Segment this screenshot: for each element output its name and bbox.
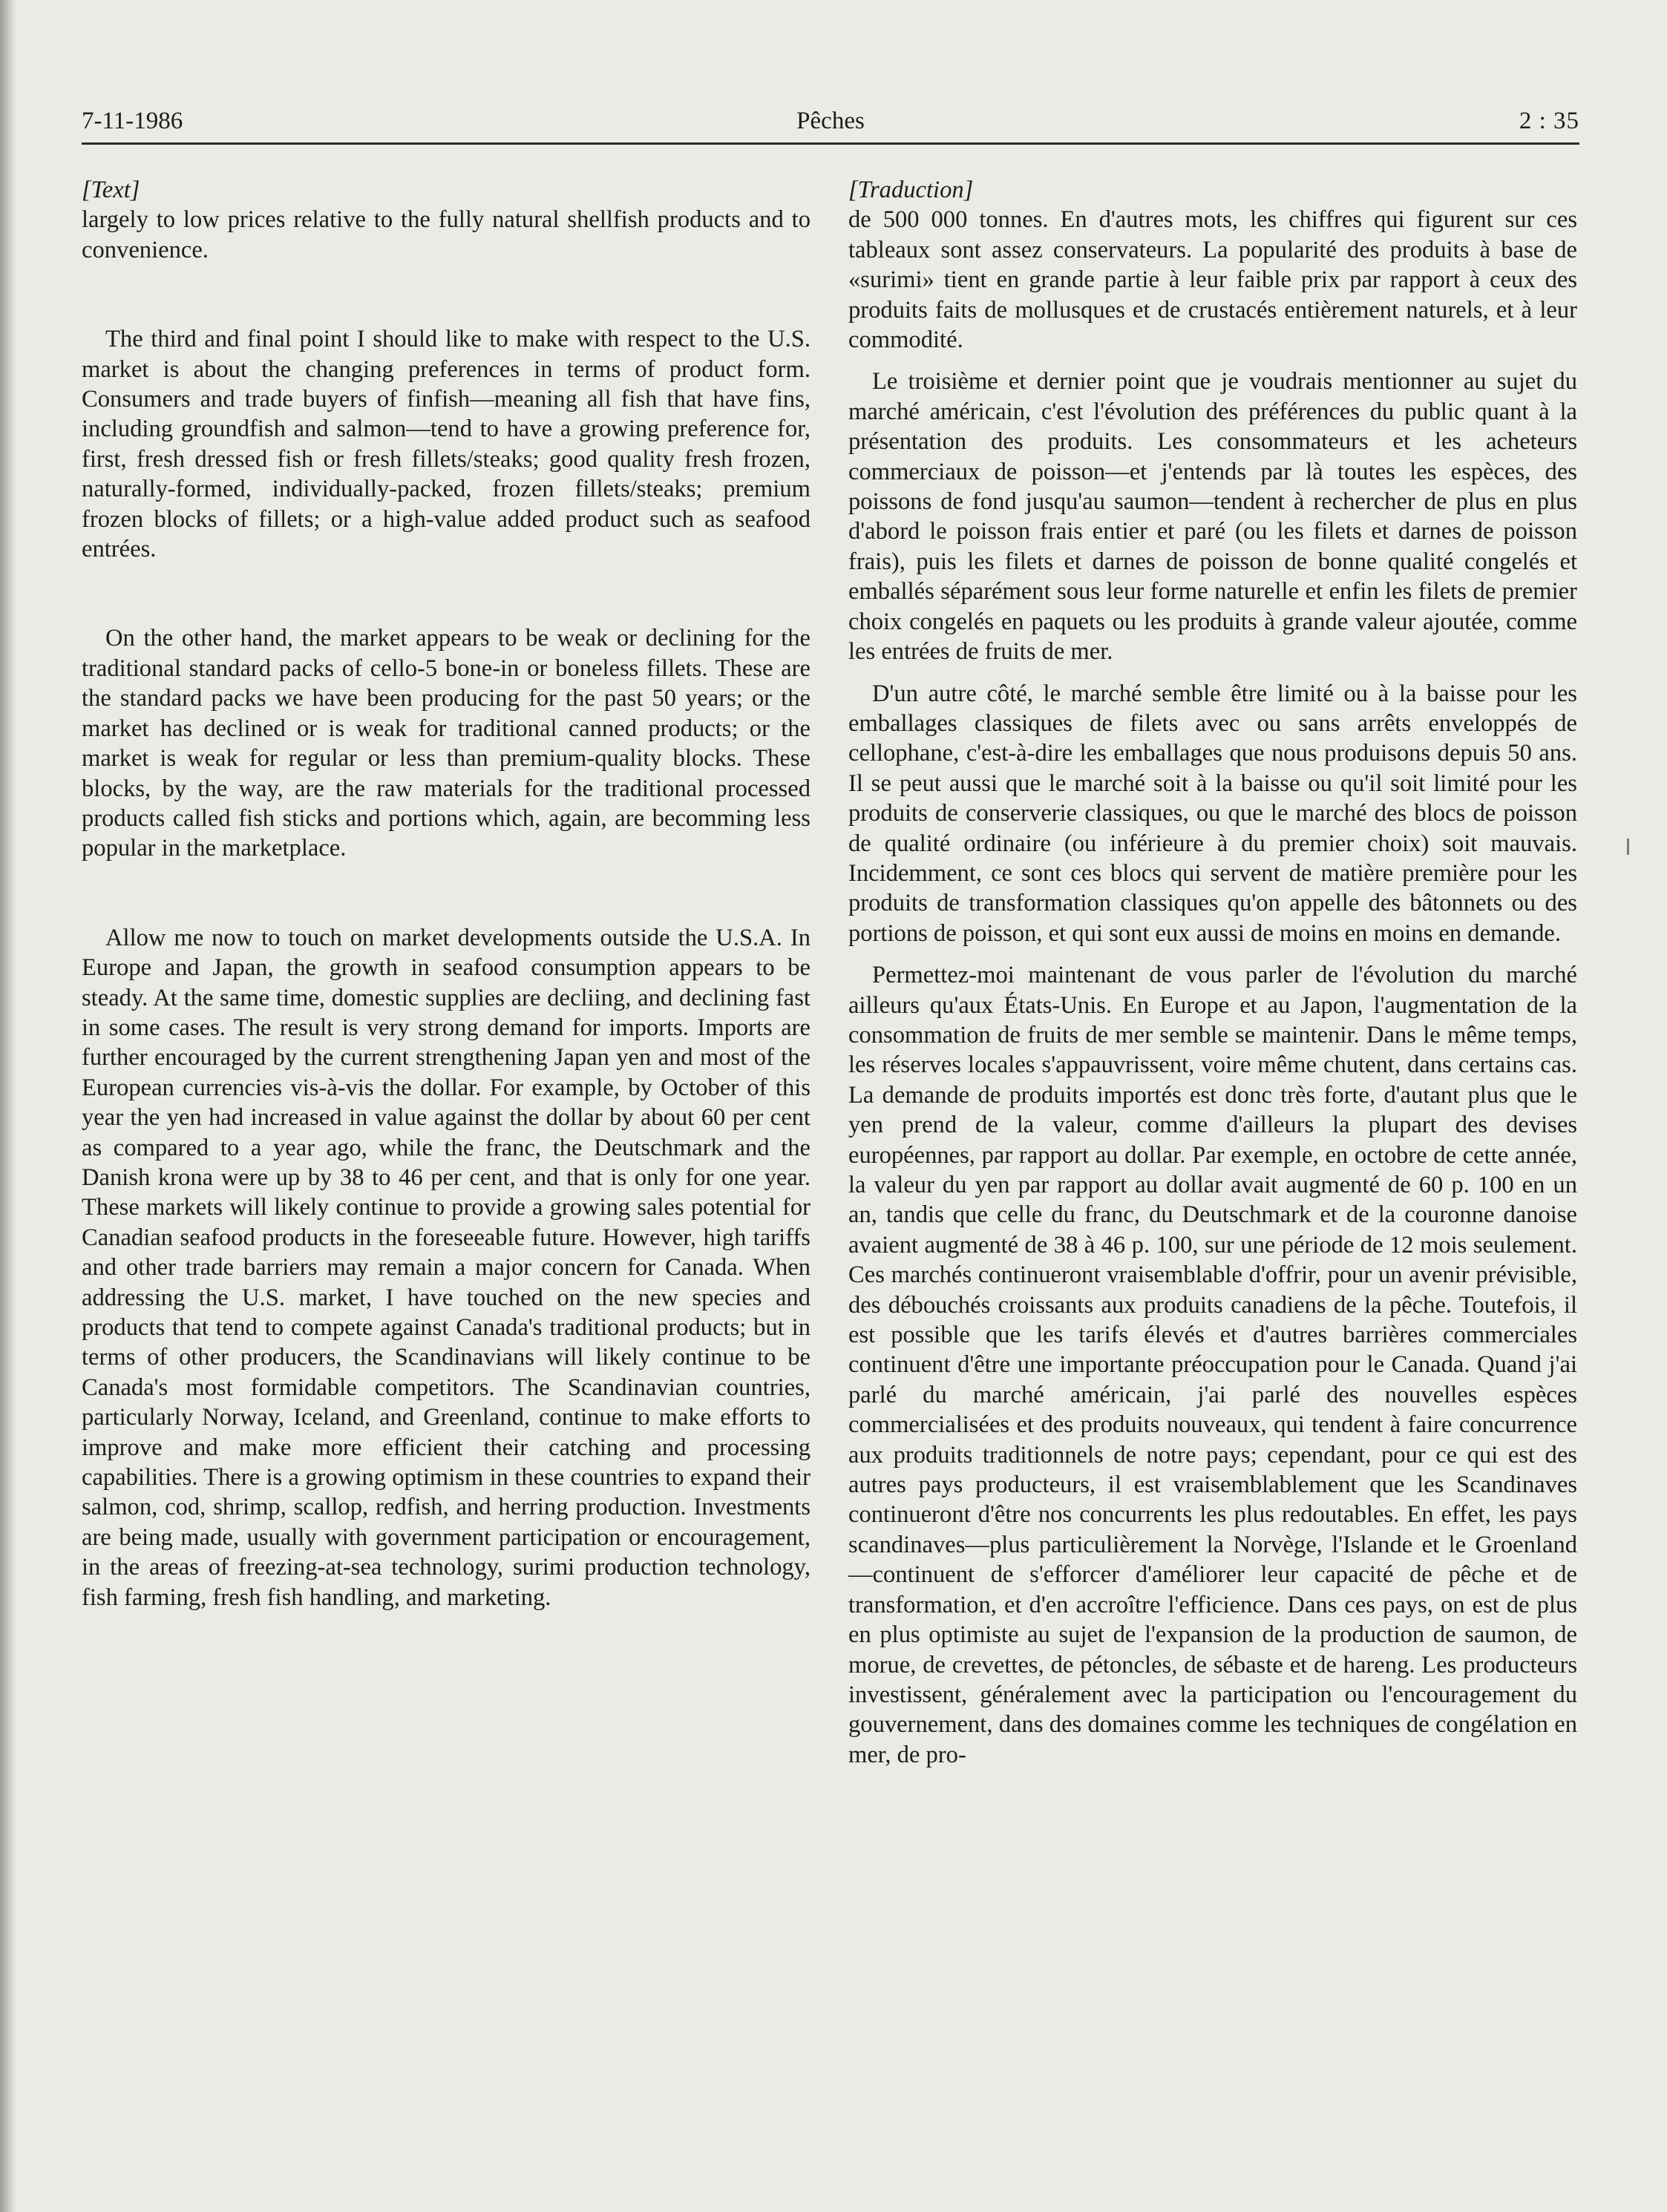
margin-mark xyxy=(1627,838,1629,855)
paragraph: Le troisième et dernier point que je voudrais mentionner au sujet du marché américain, c'est l'évolution des préférences du public quant à la présentation des produits. Les consommateurs et les acheteurs commerciaux de poisson—et j'entends par là toutes les espèces, des poissons de fond jusqu'au saumon—tendent à rechercher de plus en plus d'abord le poisson frais entier et paré (ou les filets et darnes de poisson frais), puis les filets et darnes de poisson de bonne qualité congelés et emballés séparément sous leur forme naturelle et enfin les filets de premier choix congelés en paquets ou les produits à grande valeur ajoutée, comme les entrées de fruits de mer. xyxy=(848,368,1577,666)
column-label-text: [Text] xyxy=(82,177,140,203)
header-date: 7-11-1986 xyxy=(82,108,183,134)
paragraph: largely to low prices relative to the fully natural shellfish products and to convenience. xyxy=(82,206,810,263)
paragraph: On the other hand, the market appears to be weak or declining for the traditional standard packs of cello-5 bone-in or boneless fillets. These are the standard packs we have been producing for the past 50 years; or the market has declined or is weak for traditional canned products; or the market is weak for regular or less than premium-quality blocks. These blocks, by the way, are the raw materials for the traditional processed products called fish sticks and portions which, again, are becomming less popular in the marketplace. xyxy=(82,625,810,862)
page-edge-shadow xyxy=(0,0,16,2212)
paragraph: Allow me now to touch on market developments outside the U.S.A. In Europe and Japan, the growth in seafood consumption appears to be steady. At the same time, domestic supplies are decliing, and declining fast in some cases. The result is very strong demand for imports. Imports are further encouraged by the current strengthening Japan yen and most of the European currencies vis-à-vis the dollar. For example, by October of this year the yen had increased in value against the dollar by about 60 per cent as compared to a year ago, while the franc, the Deutschmark and the Danish krona were up by 38 to 46 per cent, and that is only for one year. These markets will likely continue to provide a growing sales potential for Canadian seafood products in the foreseeable future. However, high tariffs and other trade barriers may remain a major concern for Canada. When addressing the U.S. market, I have touched on the new species and products that tend to compete against Canada's traditional products; but in terms of other producers, the Scandinavians will likely continue to be Canada's most formidable competitors. The Scandinavian countries, particularly Norway, Iceland, and Greenland, continue to make efforts to improve and make more efficient their catching and processing capabilities. There is a growing optimism in these countries to expand their salmon, cod, shrimp, scallop, redfish, and herring production. Investments are being made, usually with government participation or encouragement, in the areas of freezing-at-sea technology, surimi production technology, fish farming, fresh fish handling, and marketing. xyxy=(82,924,810,1611)
header-title: Pêches xyxy=(796,108,865,134)
english-column xyxy=(82,175,810,1612)
paragraph: The third and final point I should like to make with respect to the U.S. market is about the changing preferences in terms of product form. Consumers and trade buyers of finfish—meaning all fish that have fins, including groundfish and salmon—tend to have a growing preference for, first, fresh dressed fish or fresh fillets/steaks; good quality fresh frozen, naturally-formed, individually-packed, frozen fillets/steaks; premium frozen blocks of fillets; or a high-value added product such as seafood entrées. xyxy=(82,326,810,563)
french-column xyxy=(848,175,1577,1770)
column-label-traduction: [Traduction] xyxy=(848,177,974,203)
paragraph: Permettez-moi maintenant de vous parler de l'évolution du marché ailleurs qu'aux États-Unis. En Europe et au Japon, l'augmentation de la consommation de fruits de mer semble se maintenir. Dans le même temps, les réserves locales s'appauvrissent, voire même chutent, dans certains cas. La demande de produits importés est donc très forte, d'autant plus que le yen prend de la valeur, comme d'ailleurs la plupart des devises européennes, par rapport au dollar. Par exemple, en octobre de cette année, la valeur du yen par rapport au dollar avait augmenté de 60 p. 100 en un an, tandis que celle du franc, du Deutschmark et de la couronne danoise avaient augmenté de 38 à 46 p. 100, sur une période de 12 mois seulement. Ces marchés continueront vraisemblable d'offrir, pour un avenir prévisible, des débouchés croissants aux produits canadiens de la pêche. Toutefois, il est possible que les tarifs élevés et d'autres barrières commerciales continuent d'être une importante préoccupation pour le Canada. Quand j'ai parlé du marché américain, j'ai parlé des nouvelles espèces commercialisées et des produits nouveaux, qui tendent à faire concurrence aux produits traditionnels de notre pays; cependant, pour ce qui est des autres pays producteurs, il est vraisemblablement que les Scandinaves continueront d'être nos concurrents les plus redoutables. En effet, les pays scandinaves—plus particulièrement la Norvège, l'Islande et le Groenland—continuent de s'efforcer d'améliorer leur capacité de pêche et de transformation, et d'en accroître l'efficience. Dans ces pays, on est de plus en plus optimiste au sujet de l'expansion de la production de saumon, de morue, de crevettes, de pétoncles, de sébaste et de hareng. Les producteurs investissent, généralement avec la participation ou l'encouragement du gouvernement, dans des domaines comme les techniques de congélation en mer, de pro- xyxy=(848,962,1577,1768)
paragraph: de 500 000 tonnes. En d'autres mots, les chiffres qui figurent sur ces tableaux sont assez conservateurs. La popularité des produits à base de «surimi» tient en grande partie à leur faible prix par rapport à ceux des produits faits de mollusques et de crustacés entièrement naturels, et à leur commodité. xyxy=(848,206,1577,354)
header-page-number: 2 : 35 xyxy=(1519,108,1579,134)
paragraph: D'un autre côté, le marché semble être limité ou à la baisse pour les emballages classiques de filets avec ou sans arrêts enveloppés de cellophane, c'est-à-dire les emballages que nous produisons depuis 50 ans. Il se peut aussi que le marché soit à la baisse ou qu'il soit limité pour les produits de conserverie classiques, ou que le marché des blocs de poisson de qualité ordinaire (ou inférieure à du premier choix) soit mauvais. Incidemment, ce sont ces blocs qui servent de matière première pour les produits de transformation classiques qu'on appelle des bâtonnets ou des portions de poisson, et qui sont eux aussi de moins en moins en demande. xyxy=(848,680,1577,947)
page-header xyxy=(82,101,1579,145)
